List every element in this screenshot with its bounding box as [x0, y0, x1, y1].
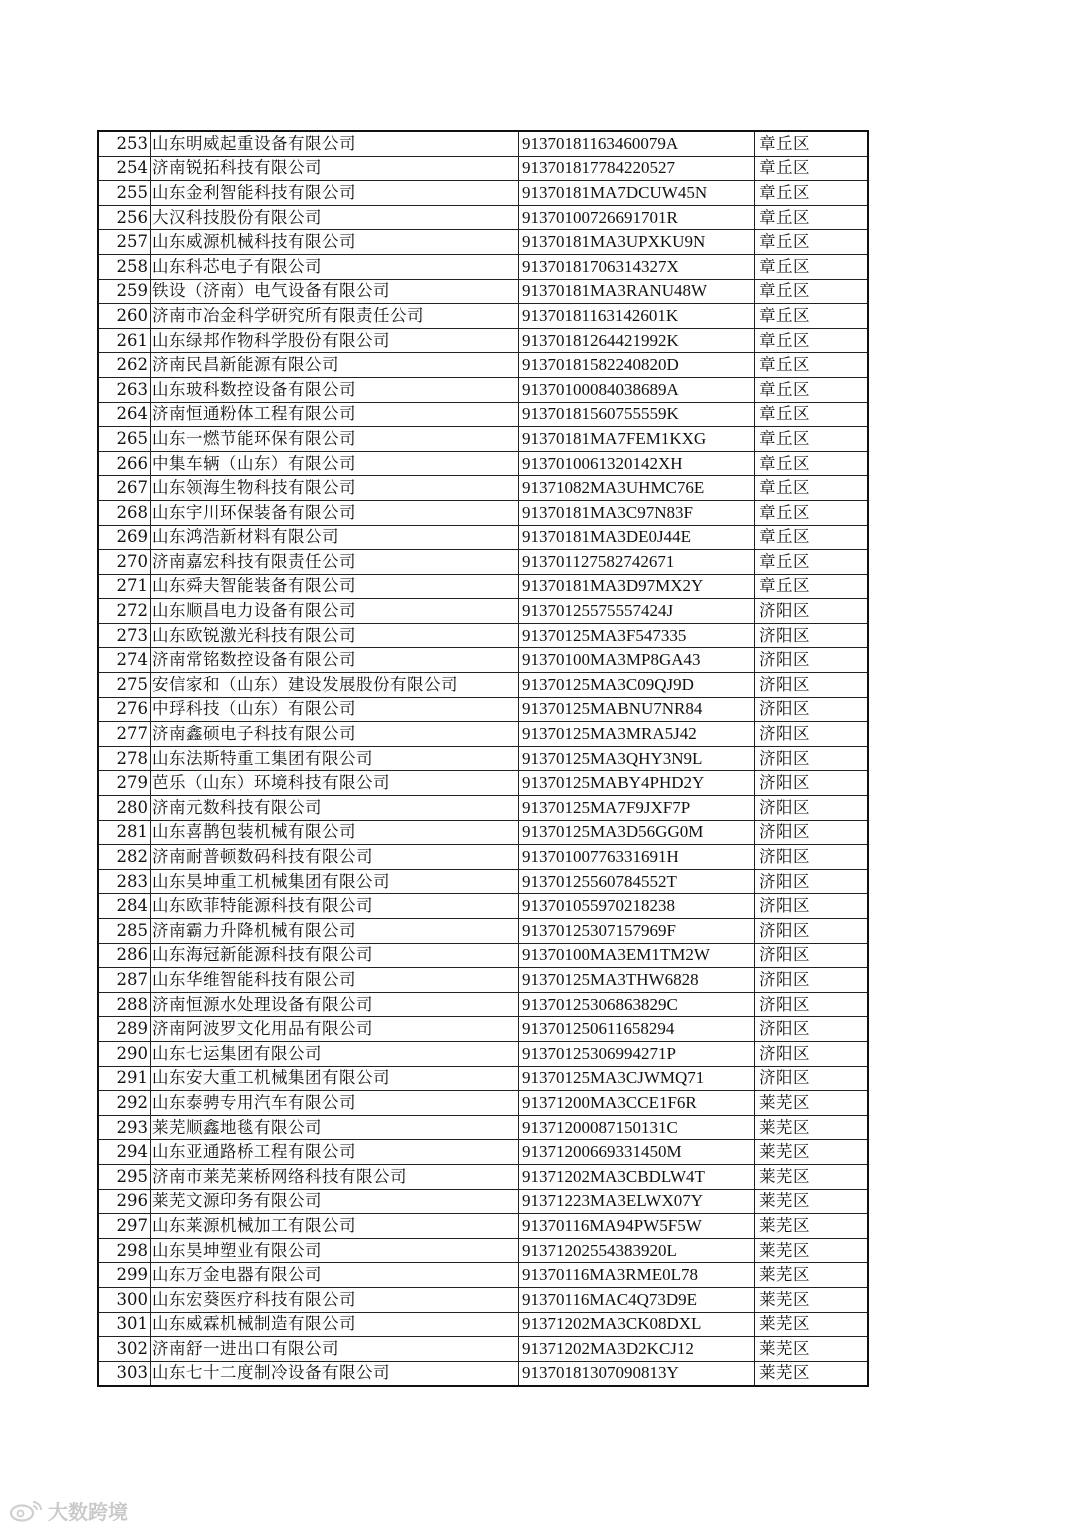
company-name-cell: 济南嘉宏科技有限责任公司	[151, 550, 519, 575]
district-cell: 莱芜区	[755, 1214, 869, 1239]
row-number-cell: 282	[98, 845, 151, 870]
table-row	[98, 599, 868, 624]
row-number-cell: 299	[98, 1263, 151, 1288]
company-name-cell: 山东法斯特重工集团有限公司	[151, 746, 519, 771]
table-row	[98, 1041, 868, 1066]
table-row	[98, 697, 868, 722]
table-row	[98, 574, 868, 599]
credit-code-cell: 913701250611658294	[519, 1017, 755, 1042]
table-row	[98, 377, 868, 402]
district-cell: 济阳区	[755, 992, 869, 1017]
district-cell: 章丘区	[755, 353, 869, 378]
company-name-cell: 山东宏葵医疗科技有限公司	[151, 1287, 519, 1312]
company-name-cell: 莱芜文源印务有限公司	[151, 1189, 519, 1214]
table-row	[98, 525, 868, 550]
credit-code-cell: 91371202554383920L	[519, 1238, 755, 1263]
district-cell: 莱芜区	[755, 1164, 869, 1189]
table-row	[98, 1287, 868, 1312]
table-row	[98, 353, 868, 378]
row-number-cell: 289	[98, 1017, 151, 1042]
table-row	[98, 1017, 868, 1042]
district-cell: 济阳区	[755, 820, 869, 845]
company-name-cell: 山东舜夫智能装备有限公司	[151, 574, 519, 599]
table-row	[98, 820, 868, 845]
credit-code-cell: 91371200669331450M	[519, 1140, 755, 1165]
row-number-cell: 302	[98, 1337, 151, 1362]
credit-code-cell: 91370100726691701R	[519, 205, 755, 230]
company-name-cell: 山东亚通路桥工程有限公司	[151, 1140, 519, 1165]
credit-code-cell: 91370125MA7F9JXF7P	[519, 796, 755, 821]
credit-code-cell: 91370181MA7DCUW45N	[519, 181, 755, 206]
table-row	[98, 869, 868, 894]
credit-code-cell: 91370125MABNU7NR84	[519, 697, 755, 722]
company-name-cell: 济南恒通粉体工程有限公司	[151, 402, 519, 427]
row-number-cell: 303	[98, 1361, 151, 1386]
table-row	[98, 746, 868, 771]
credit-code-cell: 91370181163460079A	[519, 131, 755, 156]
company-name-cell: 济南舒一进出口有限公司	[151, 1337, 519, 1362]
company-name-cell: 山东领海生物科技有限公司	[151, 476, 519, 501]
weibo-logo-icon	[8, 1498, 44, 1522]
row-number-cell: 254	[98, 156, 151, 181]
table-row	[98, 943, 868, 968]
table-row	[98, 1115, 868, 1140]
row-number-cell: 296	[98, 1189, 151, 1214]
company-name-cell: 山东万金电器有限公司	[151, 1263, 519, 1288]
district-cell: 济阳区	[755, 648, 869, 673]
row-number-cell: 283	[98, 869, 151, 894]
row-number-cell: 280	[98, 796, 151, 821]
district-cell: 章丘区	[755, 254, 869, 279]
row-number-cell: 264	[98, 402, 151, 427]
table-row	[98, 181, 868, 206]
company-name-cell: 济南民昌新能源有限公司	[151, 353, 519, 378]
company-name-cell: 山东鸿浩新材料有限公司	[151, 525, 519, 550]
credit-code-cell: 91370116MA94PW5F5W	[519, 1214, 755, 1239]
credit-code-cell: 91370181MA7FEM1KXG	[519, 427, 755, 452]
table-row	[98, 992, 868, 1017]
company-name-cell: 山东欧菲特能源科技有限公司	[151, 894, 519, 919]
credit-code-cell: 91370181MA3UPXKU9N	[519, 230, 755, 255]
row-number-cell: 285	[98, 919, 151, 944]
row-number-cell: 277	[98, 722, 151, 747]
row-number-cell: 287	[98, 968, 151, 993]
credit-code-cell: 91370125560784552T	[519, 869, 755, 894]
table-row	[98, 1091, 868, 1116]
table-row	[98, 673, 868, 698]
company-name-cell: 济南恒源水处理设备有限公司	[151, 992, 519, 1017]
credit-code-cell: 91370125306863829C	[519, 992, 755, 1017]
row-number-cell: 290	[98, 1041, 151, 1066]
district-cell: 济阳区	[755, 722, 869, 747]
district-cell: 章丘区	[755, 304, 869, 329]
district-cell: 莱芜区	[755, 1091, 869, 1116]
district-cell: 章丘区	[755, 131, 869, 156]
company-name-cell: 山东一燃节能环保有限公司	[151, 427, 519, 452]
district-cell: 济阳区	[755, 796, 869, 821]
company-name-cell: 山东昊坤塑业有限公司	[151, 1238, 519, 1263]
row-number-cell: 258	[98, 254, 151, 279]
credit-code-cell: 91371202MA3D2KCJ12	[519, 1337, 755, 1362]
company-name-cell: 山东海冠新能源科技有限公司	[151, 943, 519, 968]
row-number-cell: 267	[98, 476, 151, 501]
table-row	[98, 476, 868, 501]
district-cell: 章丘区	[755, 476, 869, 501]
watermark	[8, 1496, 128, 1524]
table-row	[98, 894, 868, 919]
credit-code-cell: 91370125MA3D56GG0M	[519, 820, 755, 845]
table-row	[98, 304, 868, 329]
district-cell: 章丘区	[755, 377, 869, 402]
row-number-cell: 300	[98, 1287, 151, 1312]
table-row	[98, 1312, 868, 1337]
row-number-cell: 256	[98, 205, 151, 230]
table-row	[98, 328, 868, 353]
table-row	[98, 919, 868, 944]
table-row	[98, 1238, 868, 1263]
district-cell: 莱芜区	[755, 1140, 869, 1165]
district-cell: 莱芜区	[755, 1312, 869, 1337]
row-number-cell: 259	[98, 279, 151, 304]
company-table-body	[98, 131, 868, 1386]
table-row	[98, 845, 868, 870]
table-row	[98, 550, 868, 575]
credit-code-cell: 91371202MA3CK08DXL	[519, 1312, 755, 1337]
district-cell: 章丘区	[755, 279, 869, 304]
table-row	[98, 968, 868, 993]
company-name-cell: 济南常铭数控设备有限公司	[151, 648, 519, 673]
company-name-cell: 山东科芯电子有限公司	[151, 254, 519, 279]
district-cell: 济阳区	[755, 968, 869, 993]
credit-code-cell: 91370181MA3DE0J44E	[519, 525, 755, 550]
district-cell: 济阳区	[755, 845, 869, 870]
district-cell: 莱芜区	[755, 1189, 869, 1214]
credit-code-cell: 91370125MA3F547335	[519, 623, 755, 648]
row-number-cell: 257	[98, 230, 151, 255]
company-name-cell: 莱芜顺鑫地毯有限公司	[151, 1115, 519, 1140]
credit-code-cell: 91370181MA3D97MX2Y	[519, 574, 755, 599]
company-name-cell: 中琈科技（山东）有限公司	[151, 697, 519, 722]
company-name-cell: 大汉科技股份有限公司	[151, 205, 519, 230]
row-number-cell: 281	[98, 820, 151, 845]
table-row	[98, 254, 868, 279]
district-cell: 莱芜区	[755, 1263, 869, 1288]
credit-code-cell: 91370181264421992K	[519, 328, 755, 353]
company-name-cell: 山东威源机械科技有限公司	[151, 230, 519, 255]
company-name-cell: 济南耐普顿数码科技有限公司	[151, 845, 519, 870]
company-name-cell: 安信家和（山东）建设发展股份有限公司	[151, 673, 519, 698]
credit-code-cell: 91370181560755559K	[519, 402, 755, 427]
table-row	[98, 1263, 868, 1288]
table-row	[98, 402, 868, 427]
credit-code-cell: 913701817784220527	[519, 156, 755, 181]
credit-code-cell: 9137010061320142XH	[519, 451, 755, 476]
company-name-cell: 山东安大重工机械集团有限公司	[151, 1066, 519, 1091]
company-name-cell: 山东喜鹊包装机械有限公司	[151, 820, 519, 845]
district-cell: 济阳区	[755, 894, 869, 919]
table-row	[98, 131, 868, 156]
row-number-cell: 263	[98, 377, 151, 402]
table-row	[98, 1066, 868, 1091]
row-number-cell: 271	[98, 574, 151, 599]
company-name-cell: 山东威霖机械制造有限公司	[151, 1312, 519, 1337]
table-row	[98, 279, 868, 304]
district-cell: 济阳区	[755, 697, 869, 722]
table-row	[98, 156, 868, 181]
table-row	[98, 1140, 868, 1165]
district-cell: 章丘区	[755, 451, 869, 476]
company-name-cell: 山东玻科数控设备有限公司	[151, 377, 519, 402]
company-name-cell: 济南市莱芜莱桥网络科技有限公司	[151, 1164, 519, 1189]
table-row	[98, 623, 868, 648]
table-row	[98, 230, 868, 255]
table-row	[98, 648, 868, 673]
row-number-cell: 268	[98, 500, 151, 525]
table-row	[98, 722, 868, 747]
row-number-cell: 284	[98, 894, 151, 919]
credit-code-cell: 91370181706314327X	[519, 254, 755, 279]
district-cell: 济阳区	[755, 746, 869, 771]
district-cell: 章丘区	[755, 181, 869, 206]
district-cell: 章丘区	[755, 205, 869, 230]
row-number-cell: 273	[98, 623, 151, 648]
district-cell: 莱芜区	[755, 1361, 869, 1386]
credit-code-cell: 91370100MA3MP8GA43	[519, 648, 755, 673]
row-number-cell: 301	[98, 1312, 151, 1337]
company-name-cell: 济南阿波罗文化用品有限公司	[151, 1017, 519, 1042]
table-row	[98, 1189, 868, 1214]
credit-code-cell: 91370181307090813Y	[519, 1361, 755, 1386]
district-cell: 济阳区	[755, 943, 869, 968]
company-table	[97, 130, 869, 1387]
table-row	[98, 1214, 868, 1239]
credit-code-cell: 91371200MA3CCE1F6R	[519, 1091, 755, 1116]
company-name-cell: 芭乐（山东）环境科技有限公司	[151, 771, 519, 796]
credit-code-cell: 91370181163142601K	[519, 304, 755, 329]
district-cell: 章丘区	[755, 402, 869, 427]
credit-code-cell: 91371082MA3UHMC76E	[519, 476, 755, 501]
credit-code-cell: 913701127582742671	[519, 550, 755, 575]
row-number-cell: 297	[98, 1214, 151, 1239]
credit-code-cell: 91371202MA3CBDLW4T	[519, 1164, 755, 1189]
row-number-cell: 260	[98, 304, 151, 329]
company-name-cell: 山东宇川环保装备有限公司	[151, 500, 519, 525]
company-name-cell: 济南锐拓科技有限公司	[151, 156, 519, 181]
company-name-cell: 山东莱源机械加工有限公司	[151, 1214, 519, 1239]
company-name-cell: 山东金利智能科技有限公司	[151, 181, 519, 206]
company-name-cell: 济南霸力升降机械有限公司	[151, 919, 519, 944]
row-number-cell: 278	[98, 746, 151, 771]
row-number-cell: 275	[98, 673, 151, 698]
table-row	[98, 1164, 868, 1189]
credit-code-cell: 91370100776331691H	[519, 845, 755, 870]
table-row	[98, 205, 868, 230]
district-cell: 济阳区	[755, 1017, 869, 1042]
table-row	[98, 1361, 868, 1386]
credit-code-cell: 91370125306994271P	[519, 1041, 755, 1066]
district-cell: 济阳区	[755, 869, 869, 894]
district-cell: 章丘区	[755, 328, 869, 353]
credit-code-cell: 913701055970218238	[519, 894, 755, 919]
credit-code-cell: 91370100084038689A	[519, 377, 755, 402]
row-number-cell: 292	[98, 1091, 151, 1116]
row-number-cell: 286	[98, 943, 151, 968]
watermark-text: 大数跨境	[48, 1499, 128, 1524]
credit-code-cell: 91370116MA3RME0L78	[519, 1263, 755, 1288]
district-cell: 章丘区	[755, 156, 869, 181]
company-name-cell: 山东华维智能科技有限公司	[151, 968, 519, 993]
table-row	[98, 451, 868, 476]
credit-code-cell: 91370116MAC4Q73D9E	[519, 1287, 755, 1312]
credit-code-cell: 91370125307157969F	[519, 919, 755, 944]
company-name-cell: 山东昊坤重工机械集团有限公司	[151, 869, 519, 894]
row-number-cell: 272	[98, 599, 151, 624]
table-row	[98, 771, 868, 796]
credit-code-cell: 91370125MA3CJWMQ71	[519, 1066, 755, 1091]
district-cell: 章丘区	[755, 550, 869, 575]
row-number-cell: 293	[98, 1115, 151, 1140]
district-cell: 莱芜区	[755, 1238, 869, 1263]
district-cell: 莱芜区	[755, 1337, 869, 1362]
row-number-cell: 253	[98, 131, 151, 156]
credit-code-cell: 91370125MABY4PHD2Y	[519, 771, 755, 796]
company-name-cell: 济南元数科技有限公司	[151, 796, 519, 821]
credit-code-cell: 91370125MA3C09QJ9D	[519, 673, 755, 698]
row-number-cell: 279	[98, 771, 151, 796]
row-number-cell: 298	[98, 1238, 151, 1263]
credit-code-cell: 91370125MA3THW6828	[519, 968, 755, 993]
district-cell: 济阳区	[755, 599, 869, 624]
company-name-cell: 山东欧锐激光科技有限公司	[151, 623, 519, 648]
company-name-cell: 山东顺昌电力设备有限公司	[151, 599, 519, 624]
row-number-cell: 270	[98, 550, 151, 575]
credit-code-cell: 91370125MA3QHY3N9L	[519, 746, 755, 771]
district-cell: 章丘区	[755, 525, 869, 550]
district-cell: 济阳区	[755, 673, 869, 698]
table-row	[98, 500, 868, 525]
row-number-cell: 266	[98, 451, 151, 476]
credit-code-cell: 91370125575557424J	[519, 599, 755, 624]
credit-code-cell: 91370100MA3EM1TM2W	[519, 943, 755, 968]
company-name-cell: 中集车辆（山东）有限公司	[151, 451, 519, 476]
district-cell: 济阳区	[755, 1066, 869, 1091]
row-number-cell: 294	[98, 1140, 151, 1165]
credit-code-cell: 91370181MA3RANU48W	[519, 279, 755, 304]
credit-code-cell: 91370125MA3MRA5J42	[519, 722, 755, 747]
district-cell: 章丘区	[755, 500, 869, 525]
credit-code-cell: 91371223MA3ELWX07Y	[519, 1189, 755, 1214]
row-number-cell: 261	[98, 328, 151, 353]
row-number-cell: 291	[98, 1066, 151, 1091]
company-name-cell: 山东泰骋专用汽车有限公司	[151, 1091, 519, 1116]
district-cell: 章丘区	[755, 230, 869, 255]
row-number-cell: 265	[98, 427, 151, 452]
district-cell: 济阳区	[755, 1041, 869, 1066]
district-cell: 济阳区	[755, 919, 869, 944]
row-number-cell: 288	[98, 992, 151, 1017]
table-row	[98, 1337, 868, 1362]
company-name-cell: 济南市冶金科学研究所有限责任公司	[151, 304, 519, 329]
credit-code-cell: 91370181582240820D	[519, 353, 755, 378]
district-cell: 章丘区	[755, 427, 869, 452]
district-cell: 莱芜区	[755, 1287, 869, 1312]
table-row	[98, 796, 868, 821]
credit-code-cell: 91370181MA3C97N83F	[519, 500, 755, 525]
row-number-cell: 276	[98, 697, 151, 722]
table-row	[98, 427, 868, 452]
company-name-cell: 济南鑫硕电子科技有限公司	[151, 722, 519, 747]
company-name-cell: 山东七运集团有限公司	[151, 1041, 519, 1066]
district-cell: 济阳区	[755, 623, 869, 648]
company-name-cell: 山东绿邦作物科学股份有限公司	[151, 328, 519, 353]
row-number-cell: 269	[98, 525, 151, 550]
row-number-cell: 262	[98, 353, 151, 378]
company-name-cell: 山东七十二度制冷设备有限公司	[151, 1361, 519, 1386]
credit-code-cell: 91371200087150131C	[519, 1115, 755, 1140]
district-cell: 章丘区	[755, 574, 869, 599]
row-number-cell: 255	[98, 181, 151, 206]
district-cell: 莱芜区	[755, 1115, 869, 1140]
company-name-cell: 山东明威起重设备有限公司	[151, 131, 519, 156]
row-number-cell: 274	[98, 648, 151, 673]
row-number-cell: 295	[98, 1164, 151, 1189]
company-name-cell: 铁设（济南）电气设备有限公司	[151, 279, 519, 304]
district-cell: 济阳区	[755, 771, 869, 796]
